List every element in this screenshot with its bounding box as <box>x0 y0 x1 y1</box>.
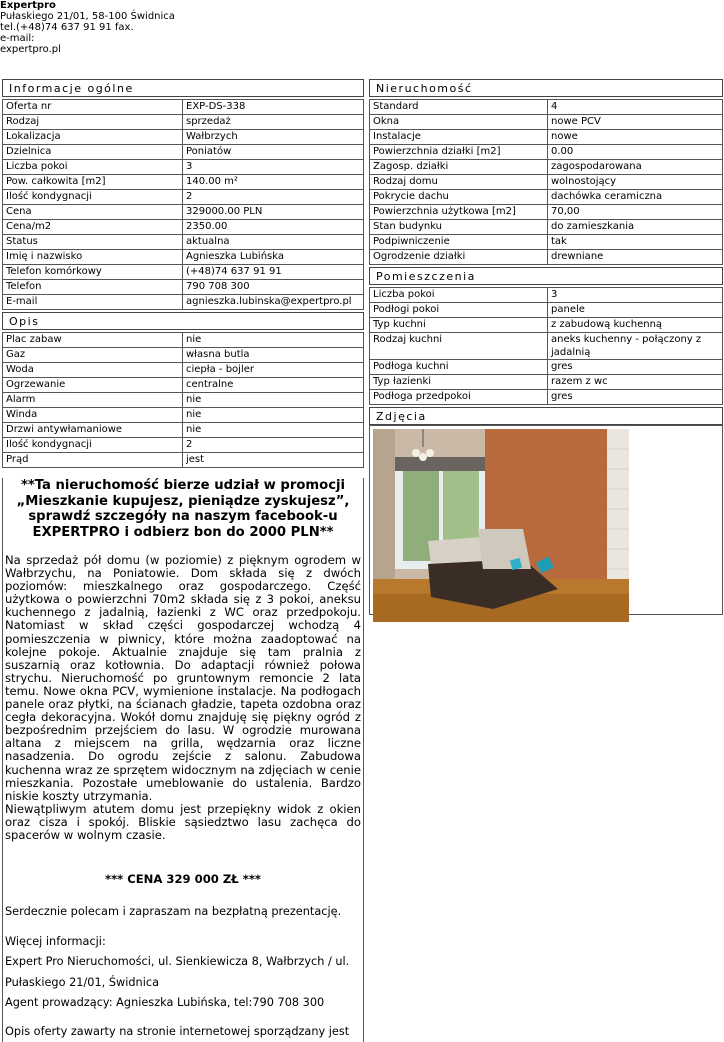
field-label: Liczba pokoi <box>370 288 548 303</box>
field-value: 3 <box>183 160 364 175</box>
field-label: Rodzaj <box>3 115 183 130</box>
field-label: Pokrycie dachu <box>370 190 548 205</box>
field-value: tak <box>548 235 723 250</box>
table-row <box>370 175 723 190</box>
field-value: EXP-DS-338 <box>183 100 364 115</box>
table-row <box>3 205 364 220</box>
table-row <box>3 145 364 160</box>
table-row <box>3 453 364 468</box>
field-label: Status <box>3 235 183 250</box>
field-label: Woda <box>3 363 183 378</box>
field-label: Alarm <box>3 393 183 408</box>
office-line-1: Expert Pro Nieruchomości, ul. Sienkiewicza 8, Wałbrzych / ul. <box>5 955 350 969</box>
field-value: nie <box>183 333 364 348</box>
description-text <box>5 554 361 842</box>
office-line-2: Pułaskiego 21/01, Świdnica <box>5 975 159 989</box>
table-row <box>3 333 364 348</box>
field-value: 0.00 <box>548 145 723 160</box>
field-value: nie <box>183 393 364 408</box>
field-value: panele <box>548 303 723 318</box>
field-label: Prąd <box>3 453 183 468</box>
field-label: Instalacje <box>370 130 548 145</box>
table-row <box>3 280 364 295</box>
section-opis-title: Opis <box>2 312 364 330</box>
field-label: Drzwi antywłamaniowe <box>3 423 183 438</box>
field-value: jest <box>183 453 364 468</box>
table-row <box>370 220 723 235</box>
price-line: *** CENA 329 000 ZŁ *** <box>105 872 261 887</box>
agency-header <box>0 0 175 55</box>
table-row <box>3 363 364 378</box>
field-value: aktualna <box>183 235 364 250</box>
field-label: Podłoga kuchni <box>370 360 548 375</box>
table-row <box>3 423 364 438</box>
table-row <box>370 100 723 115</box>
field-value: Wałbrzych <box>183 130 364 145</box>
field-label: Gaz <box>3 348 183 363</box>
field-label: Oferta nr <box>3 100 183 115</box>
field-value: wolnostojący <box>548 175 723 190</box>
left-column <box>2 79 364 1042</box>
field-label: Ogrzewanie <box>3 378 183 393</box>
field-value: ciepła - bojler <box>183 363 364 378</box>
opis-table <box>2 332 364 468</box>
field-value: aneks kuchenny - połączony z jadalnią <box>548 333 723 360</box>
field-label: Cena <box>3 205 183 220</box>
table-row <box>3 175 364 190</box>
agency-website: expertpro.pl <box>0 44 61 55</box>
table-row <box>3 295 364 310</box>
field-value: dachówka ceramiczna <box>548 190 723 205</box>
agency-address: Pułaskiego 21/01, 58-100 Świdnica <box>0 11 175 22</box>
field-value: 2 <box>183 190 364 205</box>
field-value: razem z wc <box>548 375 723 390</box>
field-label: Podłoga przedpokoi <box>370 390 548 405</box>
field-value: drewniane <box>548 250 723 265</box>
field-label: Typ łazienki <box>370 375 548 390</box>
field-value: 4 <box>548 100 723 115</box>
field-value: własna butla <box>183 348 364 363</box>
table-row <box>3 160 364 175</box>
field-label: Telefon komórkowy <box>3 265 183 280</box>
field-value: sprzedaż <box>183 115 364 130</box>
table-row <box>370 288 723 303</box>
section-rooms-title: Pomieszczenia <box>369 267 723 285</box>
table-row <box>370 303 723 318</box>
table-row <box>3 100 364 115</box>
description-block <box>2 478 364 1042</box>
table-row <box>3 220 364 235</box>
table-row <box>370 360 723 375</box>
field-value: 70,00 <box>548 205 723 220</box>
table-row <box>370 375 723 390</box>
field-label: Winda <box>3 408 183 423</box>
field-label: Stan budynku <box>370 220 548 235</box>
field-value: 3 <box>548 288 723 303</box>
table-row <box>3 438 364 453</box>
right-column <box>369 79 723 615</box>
table-row <box>3 250 364 265</box>
table-row <box>370 333 723 360</box>
table-row <box>370 130 723 145</box>
table-row <box>370 205 723 220</box>
photo-gallery <box>369 425 723 615</box>
field-label: Dzielnica <box>3 145 183 160</box>
field-label: Lokalizacja <box>3 130 183 145</box>
field-value: nie <box>183 423 364 438</box>
agency-name: Expertpro <box>0 0 56 11</box>
field-label: Ilość kondygnacji <box>3 438 183 453</box>
field-label: Liczba pokoi <box>3 160 183 175</box>
field-value: 790 708 300 <box>183 280 364 295</box>
section-photos-title: Zdjęcia <box>369 407 723 425</box>
field-value: agnieszka.lubinska@expertpro.pl <box>183 295 364 310</box>
field-value: do zamieszkania <box>548 220 723 235</box>
rooms-table <box>369 287 723 405</box>
field-value: zagospodarowana <box>548 160 723 175</box>
field-label: Ogrodzenie działki <box>370 250 548 265</box>
field-value: Poniatów <box>183 145 364 160</box>
footer-note: Opis oferty zawarty na stronie internetowej sporządzany jest <box>5 1024 350 1038</box>
table-row <box>3 265 364 280</box>
table-row <box>3 393 364 408</box>
general-table <box>2 99 364 310</box>
field-label: Typ kuchni <box>370 318 548 333</box>
field-value: nie <box>183 408 364 423</box>
field-label: Pow. całkowita [m2] <box>3 175 183 190</box>
field-label: Podłogi pokoi <box>370 303 548 318</box>
table-row <box>370 115 723 130</box>
field-value: gres <box>548 390 723 405</box>
property-photo[interactable] <box>373 429 629 622</box>
table-row <box>3 348 364 363</box>
table-row <box>370 145 723 160</box>
description-paragraph-2: Niewątpliwym atutem domu jest przepiękny widok z okien oraz cisza i spokój. Bliskie sąsiedztwo lasu zachęca do spacerów w wolnym czasie. <box>5 801 361 842</box>
field-label: Powierzchnia użytkowa [m2] <box>370 205 548 220</box>
more-info-label: Więcej informacji: <box>5 934 106 948</box>
field-label: Plac zabaw <box>3 333 183 348</box>
table-row <box>3 130 364 145</box>
invite-text: Serdecznie polecam i zapraszam na bezpłatną prezentację. <box>5 905 342 919</box>
field-value: gres <box>548 360 723 375</box>
field-value: nowe PCV <box>548 115 723 130</box>
field-value: 140.00 m² <box>183 175 364 190</box>
field-label: Telefon <box>3 280 183 295</box>
field-label: Zagosp. działki <box>370 160 548 175</box>
agent-line: Agent prowadzący: Agnieszka Lubińska, tel:790 708 300 <box>5 996 325 1010</box>
table-row <box>370 318 723 333</box>
field-label: Imię i nazwisko <box>3 250 183 265</box>
table-row <box>370 190 723 205</box>
field-value: Agnieszka Lubińska <box>183 250 364 265</box>
property-table <box>369 99 723 265</box>
field-value: 329000.00 PLN <box>183 205 364 220</box>
field-value: (+48)74 637 91 91 <box>183 265 364 280</box>
agency-phone: tel.(+48)74 637 91 91 fax. <box>0 22 134 33</box>
table-row <box>3 235 364 250</box>
table-row <box>3 408 364 423</box>
field-label: Standard <box>370 100 548 115</box>
table-row <box>370 250 723 265</box>
field-label: Rodzaj kuchni <box>370 333 548 360</box>
field-label: Okna <box>370 115 548 130</box>
table-row <box>3 190 364 205</box>
agency-email-label: e-mail: <box>0 33 35 44</box>
field-value: nowe <box>548 130 723 145</box>
field-value: 2350.00 <box>183 220 364 235</box>
field-label: Podpiwniczenie <box>370 235 548 250</box>
field-label: Powierzchnia działki [m2] <box>370 145 548 160</box>
field-value: centralne <box>183 378 364 393</box>
field-label: Rodzaj domu <box>370 175 548 190</box>
field-label: E-mail <box>3 295 183 310</box>
field-label: Ilość kondygnacji <box>3 190 183 205</box>
table-row <box>370 160 723 175</box>
table-row <box>370 235 723 250</box>
promo-text: **Ta nieruchomość bierze udział w promocji „Mieszkanie kupujesz, pieniądze zyskujesz”, sprawdź szczegóły na naszym facebook-u EXPERTPRO i odbierz bon do 2000 PLN** <box>16 478 350 540</box>
table-row <box>3 378 364 393</box>
table-row <box>370 390 723 405</box>
field-value: 2 <box>183 438 364 453</box>
section-general-title: Informacje ogólne <box>2 79 364 97</box>
description-paragraph-1: Na sprzedaż pół domu (w poziomie) z pięknym ogrodem w Wałbrzychu, na Poniatowie. Dom składa się z dwóch poziomów: mieszkalnego oraz gospodarczego. Część użytkowa o powierzchni 70m2 składa się z 3 pokoi, aneksu kuchennego z jadalnią, łazienki z WC oraz przedpokoju. Natomiast w skład części gospodarczej wchodzą 4 pomieszczenia w piwnicy, które można zaadoptować na kolejne pokoje. Aktualnie znajduje się tam pralnia z suszarnią oraz kotłownia. Do adaptacji również połowa strychu. Nieruchomość po gruntownym remoncie 2 lata temu. Nowe okna PCV, wymienione instalacje. Na podłogach panele oraz płytki, na ścianach gładzie, tapeta ozdobna oraz cegła dekoracyjna. Wokół domu znajduję się piękny ogród z bezpośrednim przejściem do lasu. W ogrodzie murowana altana z miejscem na grilla, wędzarnia oraz liczne nasadzenia. Do ogrodu zejście z salonu. Zabudowa kuchenna wraz ze sprzętem widocznym na zdjęciach w cenie mieszkania. Pozostałe umeblowanie do ustalenia. Bardzo niskie koszty utrzymania. <box>5 553 361 803</box>
field-label: Cena/m2 <box>3 220 183 235</box>
field-value: z zabudową kuchenną <box>548 318 723 333</box>
table-row <box>3 115 364 130</box>
section-property-title: Nieruchomość <box>369 79 723 97</box>
